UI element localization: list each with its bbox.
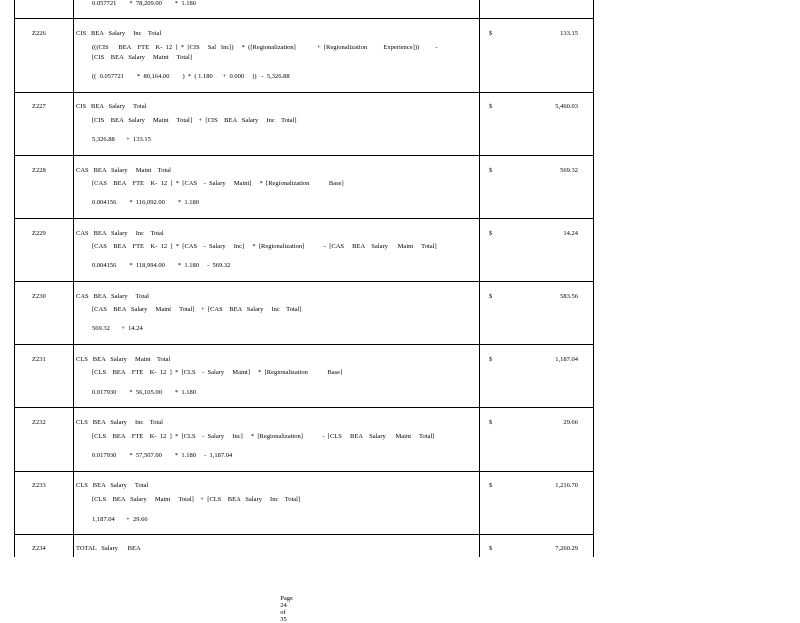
formula-title: CIS BEA Salary Total [76, 103, 147, 110]
table-row [14, 218, 594, 281]
formula-line: [CIS BEA Salary Maint Total] + [CIS BEA Salary Inc Total] [92, 117, 297, 124]
currency-symbol: $ [489, 103, 493, 110]
amount-value: 1,187.04 [555, 356, 578, 363]
row-code: Z229 [32, 230, 46, 237]
amount-value: 569.32 [560, 167, 578, 174]
table-row [14, 281, 594, 344]
values-line: 0.017930 * 57,507.00 * 1.180 - 1,187.04 [92, 452, 233, 459]
currency-symbol: $ [489, 230, 493, 237]
values-line: 0.004156 * 116,092.00 * 1.180 [92, 199, 200, 206]
currency-symbol: $ [489, 356, 493, 363]
amount-value: 14.24 [563, 230, 578, 237]
values-line: 0.004156 * 118,994.00 * 1.180 - 569.32 [92, 262, 231, 269]
values-line: 569.32 + 14.24 [92, 325, 143, 332]
formula-line: [CAS BEA FTE K- 12 ] * [CAS - Salary Maint] * [Regionalization Base] [92, 180, 344, 187]
amount-value: 583.56 [560, 293, 578, 300]
formula-line: [CLS BEA Salary Maint Total] + [CLS BEA Salary Inc Total] [92, 496, 301, 503]
amount-value: 5,460.03 [555, 103, 578, 110]
amount-value: 29.66 [563, 419, 578, 426]
formula-line: [CIS BEA Salary Maint Total] [92, 54, 192, 61]
table-row [14, 471, 594, 534]
formula-title: TOTAL Salary BEA [76, 545, 141, 552]
values-line: 5,326.88 + 133.15 [92, 136, 151, 143]
row-code: Z230 [32, 293, 46, 300]
page-number: 24 [280, 602, 287, 609]
amount-value: 7,260.29 [555, 545, 578, 552]
table-row [14, 18, 594, 92]
calculation-table [14, 0, 594, 557]
formula-line: [CAS BEA Salary Maint Total] + [CAS BEA Salary Inc Total] [92, 306, 302, 313]
formula-line: [CLS BEA FTE K- 12 ] * [CLS - Salary Maint] * [Regionalization Base] [92, 369, 343, 376]
currency-symbol: $ [489, 482, 493, 489]
table-row [14, 344, 594, 407]
table-row [14, 155, 594, 218]
row-code: Z226 [32, 30, 46, 37]
formula-title: CLS BEA Salary Maint Total [76, 356, 171, 363]
currency-symbol: $ [489, 545, 493, 552]
formula-title: CIS BEA Salary Inc Total [76, 30, 162, 37]
row-code: Z231 [32, 356, 46, 363]
table-row [14, 407, 594, 471]
formula-title: CLS BEA Salary Total [76, 482, 149, 489]
formula-line: (((CIS BEA FTE K- 12 ] * [CIS Sal Inc]) * ([Regionalization] + [Regionalization Experience])) - [92, 44, 438, 51]
page-total: 35 [280, 616, 287, 623]
row-code: Z234 [32, 545, 46, 552]
row-code: Z233 [32, 482, 46, 489]
amount-value: 1,216.70 [555, 482, 578, 489]
table-row-total [14, 534, 594, 557]
currency-symbol: $ [489, 30, 493, 37]
formula-line: [CLS BEA FTE K- 12 ] * [CLS - Salary Inc] * [Regionalization] - [CLS BEA Salary Maint Total] [92, 433, 435, 440]
values-line: 0.017930 * 56,105.00 * 1.180 [92, 389, 196, 396]
values-line: (( 0.057721 * 80,164.00 ) * ( 1.180 + 0.000 )) - 5,326.88 [92, 73, 290, 80]
row-code: Z228 [32, 167, 46, 174]
table-row [14, 92, 594, 155]
formula-title: CAS BEA Salary Inc Total [76, 230, 164, 237]
currency-symbol: $ [489, 167, 493, 174]
of-label: of [280, 609, 286, 616]
formula-line: [CAS BEA FTE K- 12 ] * [CAS - Salary Inc] * [Regionalization] - [CAS BEA Salary Maint Total] [92, 243, 437, 250]
values-line: 1,187.04 + 29.66 [92, 516, 148, 523]
row-code: Z232 [32, 419, 46, 426]
amount-value: 133.15 [560, 30, 578, 37]
values-line: 0.057721 * 78,209.00 * 1.180 [92, 0, 196, 7]
formula-title: CAS BEA Salary Total [76, 293, 149, 300]
formula-title: CLS BEA Salary Inc Total [76, 419, 163, 426]
page-label: Page [280, 595, 293, 602]
formula-title: CAS BEA Salary Maint Total [76, 167, 171, 174]
table-row-fragment [14, 0, 594, 18]
row-code: Z227 [32, 103, 46, 110]
currency-symbol: $ [489, 419, 493, 426]
currency-symbol: $ [489, 293, 493, 300]
